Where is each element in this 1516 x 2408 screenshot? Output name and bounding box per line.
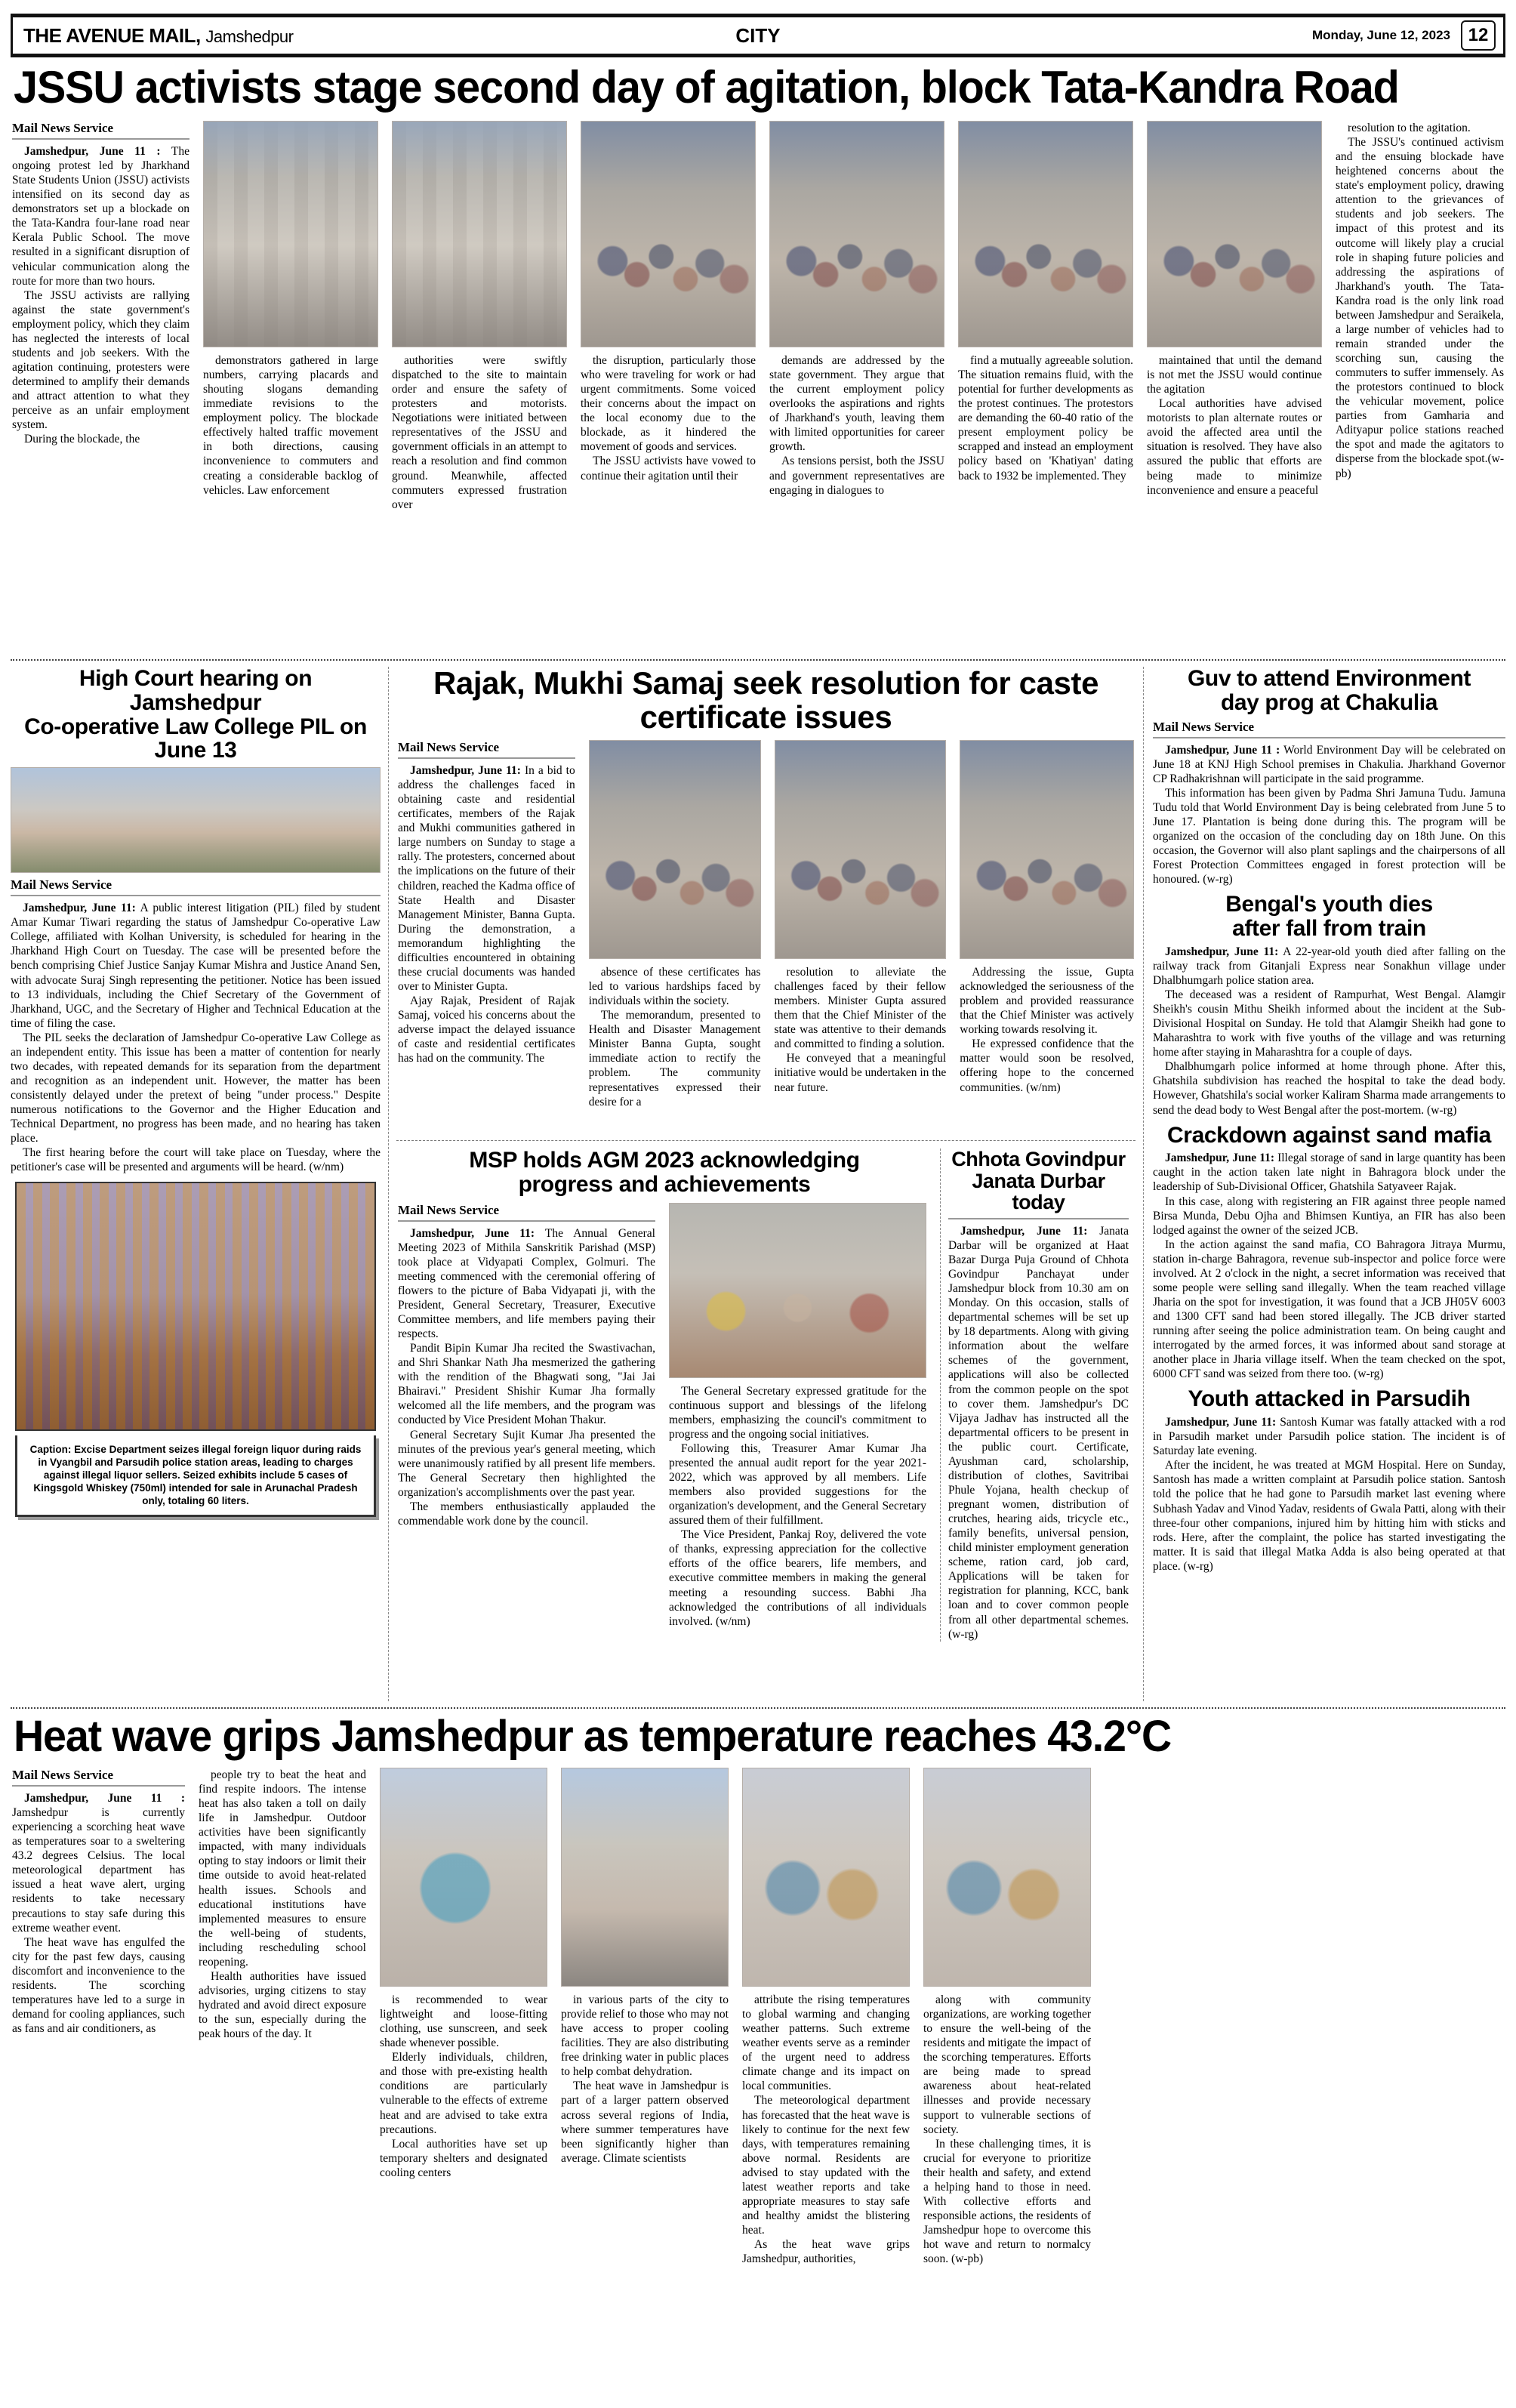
paragraph: Ajay Rajak, President of Rajak Samaj, voiced his concerns about the adverse impact the delayed issuance of caste and residential certificates has had on the community. The — [398, 994, 575, 1065]
chhota-body: Jamshedpur, June 11: Janata Darbar will be organized at Haat Bazar Durga Puja Ground of Chhota Govindpur Panchayat under Jamshedpur block from 10.30 am on Monday. On this occasion, stalls of departmental schemes will be set up by 18 departments. Along with giving information about the welfare schemes of the government, applications will also be collected from the common people on the spot to cover them. Jamshedpur's DC Vijaya Jadhav has instructed all the departmental officers to be present in the public court. Certificate, Ayushman card, scholarship, distribution of clothes, Savitribai Phule Yojana, health checkup of pregnant women, distribution of crutches, hearing aids, tricycle etc., family benefits, universal pension, child minister employment generation scheme, ration card, job card, Applications will be taken for registration for planning, KCC, bank loan and to cover common people from all other departmental schemes.(w-rg) — [948, 1224, 1129, 1641]
paragraph: As tensions persist, both the JSSU and government representatives are engaging in dialogues to — [769, 455, 944, 497]
msp-col-1: Jamshedpur, June 11: The Annual General Meeting 2023 of Mithila Sanskritik Parishad (MSP) took place at Vidyapati Complex, Golmuri. The meeting commenced with the ceremonial offering of flowers to the picture of Baba Vidyapati ji, with the President, General Secretary, Treasurer, Executive Committee members, and life members paying their respects. Pandit Bipin Kumar Jha recited the Swastivachan, and Shri Shankar Nath Jha mesmerized the gathering with the rendition of the Bhagwati song, "Jai Jai Bhairavi." President Shishir Kumar Jha formally welcomed all the life members, and the program was conducted by Vice President Mohan Thakur. General Secretary Sujit Kumar Jha presented the minutes of the previous year's general meeting, which were unanimously ratified by all present life members. The General Secretary then highlighted the organization's accomplishments over the past year. The members enthusiastically applauded the commendable work done by the council. — [398, 1226, 655, 1528]
section-name: CITY — [735, 23, 781, 47]
dateline: Jamshedpur, June 11 : — [24, 1792, 185, 1805]
byline-rule — [12, 138, 190, 140]
youth-headline: Youth attacked in Parsudih — [1188, 1386, 1471, 1412]
byline-rule-heat — [12, 1785, 185, 1787]
paragraph: This information has been given by Padma Shri Jamuna Tudu. Jamuna Tudu told that World Environment Day is being celebrated from June 5 to June 17. Plantation is being done during this. The program will be organized on the occasion of the concluding day on 18th June. On this occasion, the Governor will also plant saplings and the chairpersons of all Forest Protection Committees engaged in forest protection will be honoured. (w-rg) — [1153, 786, 1505, 886]
heat-col-3: is recommended to wear lightweight and loose-fitting clothing, use sunscreen, and seek shade whenever possible. Elderly individuals, children, and those with pre-existing health conditions are particularly vulnerable to the effects of extreme heat and are advised to take extra precautions. Local authorities have set up temporary shelters and designated cooling centers — [380, 1993, 547, 2179]
pil-body: Jamshedpur, June 11: A public interest litigation (PIL) filed by student Amar Kumar Tiwari regarding the status of Jamshedpur Co-operative Law College, affiliated with Kolhan University, is scheduled for hearing in the Jharkhand High Court on Tuesday. The case will be presented before the bench comprising Chief Justice Sanjay Kumar Mishra and Justice Anand Sen, with advocate Suraj Singh representing the petitioner. Notice has been issued to 13 individuals, including the Chief Secretary of the Government of Jharkhand, UGC, and the Secretary of Higher and Technical Education at the time of filing the case. The PIL seeks the declaration of Jamshedpur Co-operative Law College as an independent entity. This issue has been a matter of contention for nearly two decades, with repeated demands for its separation from the department and recognition as an independent unit. However, the matter has been consistently delayed under the pretext of being "under process." Despite numerous notifications to the Governor and the Higher Education and Technical Department, no progress has been made, and no hearing has taken place. The first hearing before the court will take place on Tuesday, where the petitioner's case will be presented and arguments will be heard. (w/nm) — [11, 902, 381, 1174]
paragraph: Local authorities have set up temporary shelters and designated cooling centers — [380, 2137, 547, 2179]
photo-rajak-rally — [589, 740, 761, 959]
pil-headline: High Court hearing on Jamshedpur Co-operative Law College PIL on June 13 — [24, 666, 367, 763]
paragraph: The JSSU activists have vowed to continue their agitation until their — [581, 455, 756, 483]
paragraph: In the action against the sand mafia, CO Bahragora Jitraya Murmu, station in-charge Bahragora, revenue sub-inspector and police force were involved. At 2 o'clock in the night, a secret information was received that some people were selling sand illegally. When the team reached village Jharia on the spot for investigation, it was found that a JCB JH05V 6003 and 1300 CFT sand had been stored illegally. The JCB driver started running after seeing the police administration team. On being caught and interrogated by the armed forces, it was informed about sand storage at another place in Jharia village itself. When the team checked on the spot, 6000 CFT sand was seized from there too. (w-rg) — [1153, 1238, 1505, 1381]
paragraph: As the heat wave grips Jamshedpur, authorities, — [742, 2238, 910, 2266]
paper-city: Jamshedpur — [205, 26, 294, 46]
photo-rajak-rally-2 — [775, 740, 947, 959]
sand-headline: Crackdown against sand mafia — [1167, 1122, 1491, 1148]
paragraph: The members enthusiastically applauded the commendable work done by the council. — [398, 1500, 655, 1528]
heat-headline: Heat wave grips Jamshedpur as temperature reaches 43.2°C — [14, 1712, 1171, 1761]
photo-blockade-trucks — [203, 121, 378, 347]
byline-msp: Mail News Service — [398, 1202, 500, 1217]
rajak-col-3: resolution to alleviate the challenges faced by their fellow members. Minister Gupta assured them that the Chief Minister of the state was attentive to their demands and committed to finding a solution. He conveyed that a meaningful initiative would be undertaken in the near future. — [774, 966, 947, 1094]
dateline: Jamshedpur, June 11: — [1165, 1152, 1274, 1165]
paragraph: The memorandum, presented to Health and Disaster Management Minister Banna Gupta, sought immediate action to rectify the problem. The community representatives expressed their desire for a — [588, 1009, 761, 1108]
lead-col-2: demonstrators gathered in large numbers, carrying placards and shouting slogans demanding immediate revisions to the employment policy. The blockade effectively halted traffic movement in both directions, causing inconvenience to commuters and creating a considerable backlog of vehicles. Law enforcement — [203, 354, 378, 497]
paragraph: The meteorological department has forecasted that the heat wave is likely to continue for the next few days, with temperatures remaining above normal. Residents are advised to stay updated with the latest weather reports and take appropriate measures to stay safe and healthy amidst the blistering heat. — [742, 2094, 910, 2237]
photo-heat-street — [561, 1768, 729, 1987]
youth-body: Jamshedpur, June 11: Santosh Kumar was fatally attacked with a rod in Parsudih market under Parsudih police station. The incident is of Saturday late evening. After the incident, he was treated at MGM Hospital. Here on Sunday, Santosh has made a written complaint at Parsudih police station. Santosh told the police that he had gone to Parsudih market last evening where Subhash Yadav and Vinod Yadav, residents of Gwala Patti, along with their three-four other companions, injured him by hitting him with sticks and rods. Here, after the complaint, the police has started investigating the matter. It is said that illegal Matka Adda is also being operated at that place. (w-rg) — [1153, 1416, 1505, 1573]
dateline: Jamshedpur, June 11: — [23, 902, 136, 915]
rajak-col-1: Jamshedpur, June 11: In a bid to address the challenges faced in obtaining caste and residential certificates, members of the Rajak and Mukhi communities gathered in large numbers on Sunday to stage a rally. The protesters, concerned about the implications on the future of their children, reached the Kadma office of State Health and Disaster Management Minister, Banna Gupta. During the demonstration, a memorandum highlighting the difficulties encountered in obtaining these crucial documents was handed over to Minister Gupta. Ajay Rajak, President of Rajak Samaj, voiced his concerns about the adverse impact the delayed issuance of caste and residential certificates has had on the community. The — [398, 764, 575, 1065]
photo-law-college — [11, 767, 381, 873]
msp-headline: MSP holds AGM 2023 acknowledging progress and achievements — [469, 1148, 860, 1197]
photo-protest-crowd-4 — [1147, 121, 1322, 347]
paragraph: The heat wave has engulfed the city for the past few days, causing discomfort and inconvenience to the residents. The scorching temperatures have led to a surge in demand for cooling appliances, such as fans and air conditioners, as — [12, 1935, 185, 2035]
page-number: 12 — [1461, 20, 1496, 51]
paper-name: THE AVENUE MAIL — [23, 23, 196, 47]
paragraph: In these challenging times, it is crucial for everyone to prioritize their health and safety, and extend a helping hand to those in need. With collective efforts and responsible actions, the residents of Jamshedpur hope to overcome this hot wave and return to normalcy soon. (w-pb) — [923, 2137, 1091, 2266]
paragraph: The first hearing before the court will take place on Tuesday, where the petitioner's case will be presented and arguments will be heard. (w/nm) — [11, 1146, 381, 1174]
byline-rule-guv — [1153, 737, 1505, 738]
photo-msp-agm — [669, 1203, 926, 1378]
dateline: Jamshedpur, June 11 : — [1165, 743, 1280, 757]
photo-blockade-trucks-2 — [392, 121, 567, 347]
guv-body: Jamshedpur, June 11 : World Environment Day will be celebrated on June 18 at KNJ High School premises in Chakulia. Jharkhand Governor CP Radhakrishnan will participate in the said programme. This information has been given by Padma Shri Jamuna Tudu. Jamuna Tudu told that World Environment Day is being celebrated from June 5 to June 17. Plantation is being done during this. The program will be organized on the occasion of the concluding day on 18th June. On this occasion, the Governor will also plant saplings and the chairpersons of all Forest Protection Committees engaged in forest protection will be honoured. (w-rg) — [1153, 743, 1505, 886]
chhota-headline: Chhota Govindpur Janata Durbar today — [951, 1148, 1126, 1214]
paragraph: He conveyed that a meaningful initiative would be undertaken in the near future. — [774, 1052, 947, 1094]
rajak-col-2: absence of these certificates has led to various hardships faced by individuals within the society. The memorandum, presented to Health and Disaster Management Minister Banna Gupta, sought immediate action to rectify the problem. The community representatives expressed their desire for a — [588, 966, 761, 1108]
rajak-headline: Rajak, Mukhi Samaj seek resolution for caste certificate issues — [433, 665, 1099, 735]
photo-protest-crowd-3 — [958, 121, 1133, 347]
masthead-title: THE AVENUE MAIL, Jamshedpur — [23, 23, 294, 47]
dateline: Jamshedpur, June 11: — [410, 1226, 535, 1240]
photo-rajak-rally-3 — [960, 740, 1134, 959]
paragraph: He expressed confidence that the matter would soon be resolved, offering hope to the concerned communities. (w/nm) — [960, 1038, 1134, 1094]
sand-body: Jamshedpur, June 11: Illegal storage of sand in large quantity has been caught in the action taken late night in Bahragora block under the leadership of Sub-Divisional Officer, Ghatshila Satyaveer Rajak. In this case, along with registering an FIR against three people named Birsa Munda, Debu Ojha and Bhimsen Kuntiya, an FIR has also been lodged against the owner of the seized JCB. In the action against the sand mafia, CO Bahragora Jitraya Murmu, station in-charge Bahragora, revenue sub-inspector and police force were involved. At 2 o'clock in the night, a secret information was received that some people were selling sand illegally. When the team reached village Jharia on the spot for investigation, it was found that a JCB JH05V 6003 and 1300 CFT sand had been stored illegally. The JCB driver started running after seeing the police administration team. On being caught and interrogated by the armed forces, it was informed about sand storage at another place in Jharia village itself. When the team checked on the spot, 6000 CFT sand was seized from there too. (w-rg) — [1153, 1152, 1505, 1381]
heat-col-1: Jamshedpur, June 11 : Jamshedpur is currently experiencing a scorching heat wave as temperatures soar to a sweltering 43.2 degrees Celsius. The local meteorological department has issued a heat wave alert, urging residents to take necessary precautions to stay safe during this extreme weather event. The heat wave has engulfed the city for the past few days, causing discomfort and inconvenience to the residents. The scorching temperatures have led to a surge in demand for cooling appliances, such as fans and air conditioners, as — [12, 1792, 185, 2035]
bengal-headline: Bengal's youth dies after fall from train — [1225, 892, 1433, 942]
byline-rule-rajak — [398, 757, 575, 759]
lead-headline: JSSU activists stage second day of agitation, block Tata-Kandra Road — [14, 62, 1399, 113]
dateline: Jamshedpur, June 11: — [410, 764, 521, 778]
section-divider-1 — [11, 659, 1505, 661]
byline-rule-pil — [11, 895, 381, 896]
msp-col-2: The General Secretary expressed gratitude for the continuous support and blessings of the lifelong members, emphasizing the council's commitment to progress and the ongoing social initiatives. Following this, Treasurer Amar Kumar Jha presented the annual audit report for the year 2021-2022, which was approved by all members. Life members also provided suggestions for the organization's development, and the General Secretary assured them of their fulfillment. The Vice President, Pankaj Roy, delivered the vote of thanks, expressing appreciation for the collective efforts of the office bearers, life members, and executive committee members in making the general meeting a resounding success. Babhi Jha acknowledged the contributions of all individuals involved. (w/nm) — [669, 1384, 926, 1628]
paragraph: Health authorities have issued advisories, urging citizens to stay hydrated and avoid direct exposure to the sun, especially during the peak hours of the day. It — [199, 1969, 366, 2041]
paragraph: The JSSU activists are rallying against the state government's employment policy, which they claim has neglected the interests of local students and job seekers. With the agitation continuing, protesters were determined to amplify their demands and attract attention to what they perceive as an unfair employment system. — [12, 288, 190, 432]
paragraph: The Vice President, Pankaj Roy, delivered the vote of thanks, expressing appreciation for the collective efforts of the office bearers, life members, and executive committee members in making the general meeting a resounding success. Babhi Jha acknowledged the contributions of all individuals involved. (w/nm) — [669, 1528, 926, 1628]
heat-col-5: attribute the rising temperatures to global warming and changing weather patterns. Such extreme weather events serve as a reminder of the urgent need to address climate change and its impact on local communities. The meteorological department has forecasted that the heat wave is likely to continue for the next few days, with temperatures remaining above normal. Residents are advised to stay updated with the latest weather reports and take appropriate measures to stay safe and healthy amidst the blistering heat. As the heat wave grips Jamshedpur, authorities, — [742, 1993, 910, 2266]
dateline: Jamshedpur, June 11: — [960, 1224, 1088, 1238]
lead-col-7: maintained that until the demand is not met the JSSU would continue the agitation Local authorities have advised motorists to plan alternate routes or avoid the affected area until the situation is resolved. They have also assured the public that efforts are being made to minimize inconvenience and ensure a peaceful — [1147, 354, 1322, 497]
heat-col-4: in various parts of the city to provide relief to those who may not have access to proper cooling facilities. They are also distributing free drinking water in public places to help combat dehydration. The heat wave in Jamshedpur is part of a larger pattern observed across several regions of India, where summer temperatures have been significantly higher than average. Climate scientists — [561, 1993, 729, 2165]
dateline: Jamshedpur, June 11 : — [24, 145, 161, 158]
dateline: Jamshedpur, June 11: — [1165, 1416, 1277, 1429]
paragraph: Local authorities have advised motorists to plan alternate routes or avoid the affected area until the situation is resolved. They have also assured the public that efforts are being made to minimize inconvenience and ensure a peaceful — [1147, 397, 1322, 497]
guv-headline: Guv to attend Environment day prog at Chakulia — [1187, 666, 1471, 715]
paragraph: Elderly individuals, children, and those with pre-existing health conditions are particularly vulnerable to the effects of extreme heat and are advised to take extra precautions. — [380, 2051, 547, 2136]
paragraph: In this case, along with registering an FIR against three people named Birsa Munda, Debu Ojha and Bhimsen Kuntiya, an FIR has also been lodged against the owner of the seized JCB. — [1153, 1195, 1505, 1237]
photo-heat-woman — [380, 1768, 547, 1987]
paragraph: During the blockade, the — [24, 433, 140, 446]
lead-col-6: find a mutually agreeable solution. The situation remains fluid, with the potential for further developments as the protest continues. The protestors are demanding the 60-40 ratio of the present employment policy be scrapped and instead an employment policy based on 'Khatiyan' dating back to 1932 be implemented. They — [958, 354, 1133, 483]
byline-lead: Mail News Service — [12, 121, 114, 135]
paragraph: General Secretary Sujit Kumar Jha presented the minutes of the previous year's general meeting, which were unanimously ratified by all present life members. The General Secretary then highlighted the organization's accomplishments over the past year. — [398, 1428, 655, 1499]
paragraph: The PIL seeks the declaration of Jamshedpur Co-operative Law College as an independent entity. This issue has been a matter of contention for nearly two decades, with repeated demands for its separation from the department and recognition as an independent unit. However, the matter has been consistently delayed under the pretext of being "under process." Despite numerous notifications to the Governor and the Higher Education and Technical Department, no progress has been made, and no hearing has taken place. — [11, 1031, 381, 1145]
heat-col-2: people try to beat the heat and find respite indoors. The intense heat has also taken a toll on daily life in Jamshedpur. Outdoor activities have been significantly impacted, with many individuals opting to stay indoors or limit their time outside to avoid heat-related health issues. Schools and educational institutions have implemented measures to ensure the well-being of students, including rescheduling school reopening. Health authorities have issued advisories, urging citizens to stay hydrated and avoid direct exposure to the sun, especially during the peak hours of the day. It — [199, 1768, 366, 2041]
paragraph: Dhalbhumgarh police informed at home through phone. After this, Ghatshila subdivision has reached the hospital to take the dead body. However, Ghatshila's social worker Kaliram Sharma made arrangements to send the dead body to West Bengal after the post-mortem. (w-rg) — [1153, 1060, 1505, 1117]
lead-col-3: authorities were swiftly dispatched to the site to maintain order and ensure the safety of protesters and motorists. Negotiations were initiated between representatives of the JSSU and government officials in an attempt to reach a resolution and find common ground. Meanwhile, affected commuters expressed frustration over — [392, 354, 567, 511]
publication-date: Monday, June 12, 2023 — [1312, 28, 1450, 42]
masthead — [11, 14, 1505, 57]
lead-col-8: resolution to the agitation. The JSSU's continued activism and the ensuing blockade have heightened concerns about the state's employment policy, drawing attention to the grievances of students and job seekers. The impact of this protest and its outcome will likely play a crucial role in shaping future policies and addressing the aspirations of Jharkhand's youth. The Tata-Kandra road is the only link road between Jamshedpur and Seraikela, a large number of vehicles had to remain stranded under the scorching sun, causing the commuters to suffer immensely. As the protestors continued to block the vehicular movement, police parties from Gamharia and Adityapur police stations reached the spot and made the agitators to disperse from the blockade spot.(w-pb) — [1336, 122, 1504, 480]
paragraph: Pandit Bipin Kumar Jha recited the Swastivachan, and Shri Shankar Nath Jha mesmerized the gathering with the rendition of the Bhagwati song, "Jai Jai Bhairavi." President Shishir Kumar Jha formally welcomed all the life members, and the program was conducted by Vice President Mohan Thakur. — [398, 1342, 655, 1427]
heat-col-6: along with community organizations, are working together to ensure the well-being of the residents and mitigate the impact of the scorching temperatures. Efforts are being made to spread awareness about heat-related illnesses and provide necessary support to vulnerable sections of society. In these challenging times, it is crucial for everyone to prioritize their health and safety, and extend a helping hand to those in need. With collective efforts and responsible actions, the residents of Jamshedpur hope to overcome this hot wave and return to normalcy soon. (w-pb) — [923, 1993, 1091, 2266]
photo-seized-liquor — [15, 1182, 376, 1431]
paragraph: After the incident, he was treated at MGM Hospital. Here on Sunday, Santosh has made a written complaint at Parsudih police station. Santosh told the police that he had gone to Parsudih market last evening where Subhash Yadav and Vinod Yadav, residents of Gwala Patti, along with their three-four other companions, injured him by hitting him with sticks and rods. Here, after the complaint, the police has started investigating the matter. It is said that illegal Matka Adda is also being operated at that place. (w-rg) — [1153, 1459, 1505, 1573]
paragraph: The deceased was a resident of Rampurhat, West Bengal. Alamgir Sheikh's cousin Mithu Sheikh informed about the incident at the Sub-Divisional Hospital on Sunday. He told that Alamgir Sheikh had gone to Maharashtra to work with five youths of the village and was returning home after staying in Maharashtra for a couple of days. — [1153, 988, 1505, 1059]
excise-caption-text: Caption: Excise Department seizes illegal foreign liquor during raids in Vyangbil and Parsudih police station areas, leading to charges against illegal liquor sellers. Seized exhibits include 5 cases of Kingsgold Whiskey (750ml) intended for sale in Arunachal Pradesh only, totaling 60 liters. — [29, 1444, 362, 1506]
lead-col-1: Jamshedpur, June 11 : The ongoing protest led by Jharkhand State Students Union (JSSU) activists intensified on its second day as demonstrators set up a blockade on the Tata-Kandra four-lane road near Kerala Public School. The move resulted in a significant disruption of vehicular communication along the route for more than two hours. The JSSU activists are rallying against the state government's employment policy, which they claim has neglected the interests of local students and job seekers. With the agitation continuing, protesters were determined to amplify their demands and attract attention to what they perceive as an unfair employment system. During the blockade, the — [12, 145, 190, 446]
paragraph: Following this, Treasurer Amar Kumar Jha presented the annual audit report for the year 2021-2022, which was approved by all members. Life members also provided suggestions for the organization's development, and the General Secretary assured them of their fulfillment. — [669, 1441, 926, 1528]
byline-heat: Mail News Service — [12, 1768, 114, 1782]
photo-protest-crowd-2 — [769, 121, 944, 347]
paragraph: The JSSU's continued activism and the ensuing blockade have heightened concerns about the state's employment policy, drawing attention to the grievances of students and job seekers. The impact of this protest and its outcome will likely play a crucial role in shaping future policies and addressing the aspirations of Jharkhand's youth. The Tata-Kandra road is the only link road between Jamshedpur and Seraikela, a large number of vehicles had to remain stranded under the scorching sun, causing the commuters to suffer immensely. As the protestors continued to block the vehicular movement, police parties from Gamharia and Adityapur police stations reached the spot and made the agitators to disperse from the blockade spot.(w-pb) — [1336, 136, 1504, 480]
byline-rule-msp — [398, 1220, 655, 1222]
byline-rajak: Mail News Service — [398, 740, 500, 755]
dateline: Jamshedpur, June 11: — [1165, 945, 1279, 958]
bengal-body: Jamshedpur, June 11: A 22-year-old youth died after falling on the railway track from Gitanjali Express near Sonakhun village under Dhalbhumgarh police station area. The deceased was a resident of Rampurhat, West Bengal. Alamgir Sheikh's cousin Mithu Sheikh informed about the incident at the Sub-Divisional Hospital on Sunday. He told that Alamgir Sheikh had gone to Maharashtra to work with five youths of the village and was returning home after staying in Maharashtra for a couple of days. Dhalbhumgarh police informed at home through phone. After this, Ghatshila subdivision has reached the hospital to take the dead body. However, Ghatshila's social worker Kaliram Sharma made arrangements to send the dead body to West Bengal after the post-mortem. (w-rg) — [1153, 945, 1505, 1117]
photo-heat-market — [742, 1768, 910, 1987]
photo-heat-market-2 — [923, 1768, 1091, 1987]
paragraph: The heat wave in Jamshedpur is part of a larger pattern observed across several regions of India, where summer temperatures have been significantly higher than average. Climate scientists — [561, 2080, 729, 2165]
lead-col-4: the disruption, particularly those who were traveling for work or had urgent commitments. Some voiced their concerns about the impact on the local economy due to the blockade, as it hindered the movement of goods and services. The JSSU activists have vowed to continue their agitation until their — [581, 354, 756, 483]
byline-pil: Mail News Service — [11, 877, 112, 893]
rajak-col-4: Addressing the issue, Gupta acknowledged the seriousness of the problem and provided reassurance that the Chief Minister was actively working towards resolving it. He expressed confidence that the matter would soon be resolved, offering hope to the concerned communities. (w/nm) — [960, 966, 1134, 1094]
byline-rule-chhota — [948, 1218, 1129, 1219]
photo-protest-crowd — [581, 121, 756, 347]
byline-guv: Mail News Service — [1153, 719, 1255, 734]
section-divider-2 — [396, 1140, 1135, 1141]
lead-col-5: demands are addressed by the state government. They argue that the current employment policy overlooks the aspirations and rights of Jharkhand's youth, leaving them with limited opportunities for career growth. As tensions persist, both the JSSU and government representatives are engaging in dialogues to — [769, 354, 944, 497]
section-divider-3 — [11, 1707, 1505, 1709]
excise-caption-box — [15, 1435, 376, 1516]
